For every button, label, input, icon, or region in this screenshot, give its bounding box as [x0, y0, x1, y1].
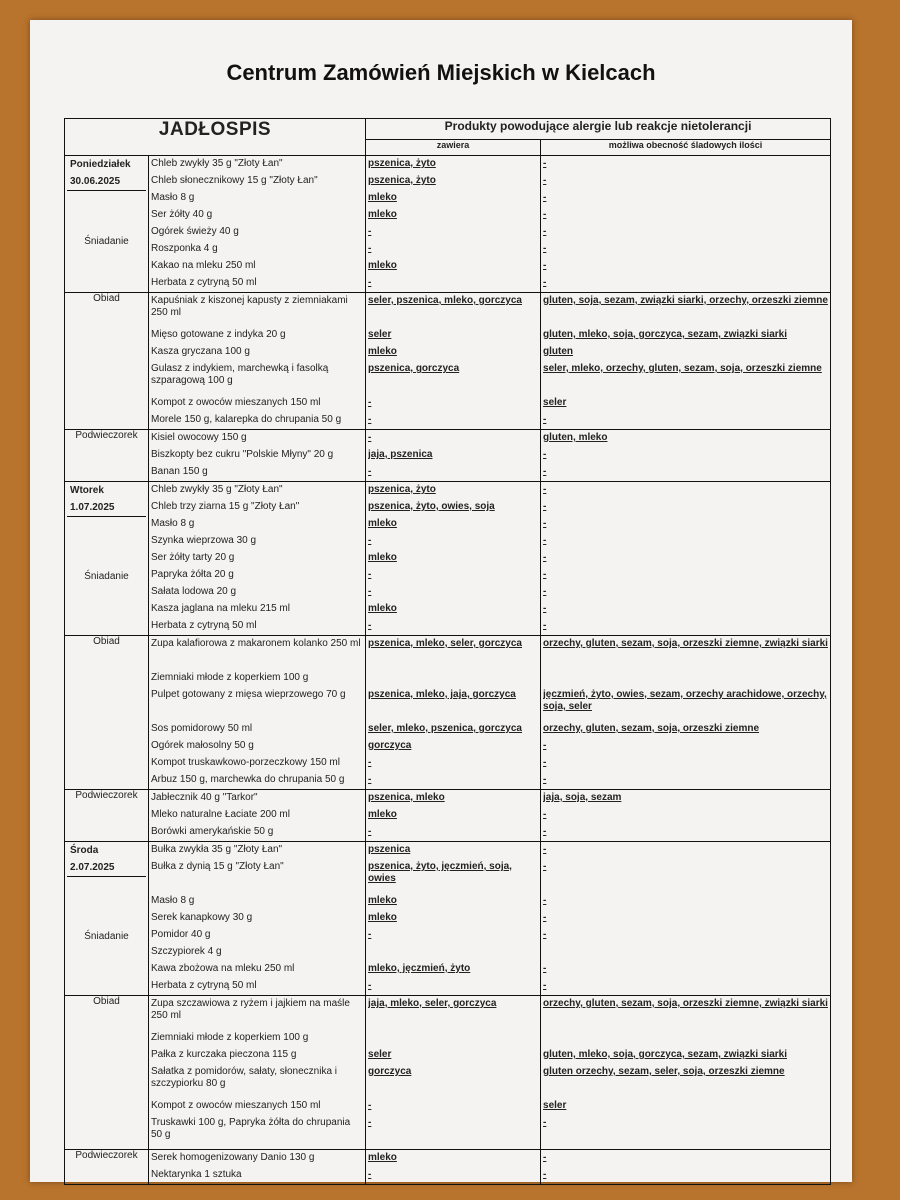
traces-value: jęczmień, żyto, owies, sezam, orzechy arachidowe, orzechy, soja, seler [543, 689, 827, 712]
contains-value: mleko [368, 912, 397, 923]
dish-name: Biszkopty bez cukru "Polskie Młyny" 20 g [151, 449, 334, 460]
dish-name: Arbuz 150 g, marchewka do chrupania 50 g [151, 774, 345, 785]
meal-row [65, 293, 831, 430]
dish-name: Borówki amerykańskie 50 g [151, 826, 274, 837]
day-cell [65, 156, 149, 293]
traces-value: - [543, 980, 547, 991]
contains-value: - [368, 1169, 372, 1180]
page-title: Centrum Zamówień Miejskich w Kielcach [226, 60, 656, 85]
traces-value: - [543, 929, 547, 940]
traces-value: seler, mleko, orzechy, gluten, sezam, soja, orzeszki ziemne [543, 363, 822, 374]
traces-value: orzechy, gluten, sezam, soja, orzeszki ziemne [543, 723, 760, 734]
dish-cell [149, 430, 366, 482]
contains-value: seler [368, 1049, 392, 1060]
dish-name: Chleb słonecznikowy 15 g "Złoty Łan" [151, 175, 318, 186]
dish-name: Chleb trzy ziarna 15 g "Złoty Łan" [151, 501, 300, 512]
day-date: 1.07.2025 [67, 499, 146, 517]
traces-value: - [543, 518, 547, 529]
traces-cell [541, 482, 831, 636]
meal-label: Podwieczorek [65, 1150, 149, 1185]
dish-name: Masło 8 g [151, 192, 195, 203]
dish-cell [149, 482, 366, 636]
traces-value: - [543, 1169, 547, 1180]
meal-row [65, 790, 831, 842]
meal-row [65, 482, 831, 636]
dish-name: Chleb zwykły 35 g "Złoty Łan" [151, 484, 283, 495]
traces-value: - [543, 569, 547, 580]
dish-name: Kawa zbożowa na mleku 250 ml [151, 963, 295, 974]
meal-row [65, 430, 831, 482]
contains-value [368, 670, 538, 687]
contains-value: pszenica, mleko, jaja, gorczyca [368, 689, 516, 700]
contains-cell [366, 1150, 541, 1185]
dish-name: Nektarynka 1 sztuka [151, 1169, 242, 1180]
traces-value: - [543, 501, 547, 512]
menu-sheet [30, 20, 852, 1182]
dish-name: Papryka żółta 20 g [151, 569, 234, 580]
traces-value: - [543, 449, 547, 460]
dish-name: Pulpet gotowany z mięsa wieprzowego 70 g [151, 689, 346, 700]
traces-value: - [543, 620, 547, 631]
dish-name: Roszponka 4 g [151, 243, 218, 254]
meal-row [65, 636, 831, 790]
meal-label: Obiad [65, 996, 149, 1150]
traces-value: orzechy, gluten, sezam, soja, orzeszki ziemne, związki siarki [543, 998, 828, 1009]
dish-name: Kisiel owocowy 150 g [151, 432, 247, 443]
dish-name: Sos pomidorowy 50 ml [151, 723, 253, 734]
traces-value: gluten, mleko [543, 432, 608, 443]
meal-label: Śniadanie [84, 570, 129, 582]
traces-value: - [543, 414, 547, 425]
dish-name: Serek homogenizowany Danio 130 g [151, 1152, 315, 1163]
dish-name: Herbata z cytryną 50 ml [151, 620, 257, 631]
dish-cell [149, 790, 366, 842]
dish-cell [149, 636, 366, 790]
contains-value: pszenica, mleko, seler, gorczyca [368, 638, 522, 649]
dish-name: Szynka wieprzowa 30 g [151, 535, 257, 546]
meal-label: Podwieczorek [65, 790, 149, 842]
contains-value: - [368, 414, 372, 425]
contains-cell [366, 996, 541, 1150]
dish-name: Kompot z owoców mieszanych 150 ml [151, 1100, 321, 1111]
traces-value: - [543, 861, 547, 872]
contains-value: gorczyca [368, 1066, 412, 1077]
dish-cell [149, 996, 366, 1150]
contains-value: mleko [368, 260, 397, 271]
contains-value: seler, pszenica, mleko, gorczyca [368, 295, 522, 306]
dish-name: Kompot truskawkowo-porzeczkowy 150 ml [151, 757, 340, 768]
contains-value: gorczyca [368, 740, 412, 751]
traces-cell [541, 156, 831, 293]
traces-value: gluten orzechy, sezam, seler, soja, orzeszki ziemne [543, 1066, 785, 1077]
traces-value: - [543, 484, 547, 495]
contains-value: mleko [368, 1152, 397, 1163]
meal-label: Obiad [65, 293, 149, 430]
contains-value: seler, mleko, pszenica, gorczyca [368, 723, 522, 734]
traces-value: - [543, 1152, 547, 1163]
meal-row [65, 842, 831, 996]
traces-value: - [543, 535, 547, 546]
dish-name: Ogórek małosolny 50 g [151, 740, 254, 751]
allergen-products-heading: Produkty powodujące alergie lub reakcje nietolerancji [366, 119, 831, 140]
meal-row [65, 1150, 831, 1185]
traces-value: - [543, 243, 547, 254]
traces-value: - [543, 209, 547, 220]
traces-cell [541, 790, 831, 842]
contains-cell [366, 482, 541, 636]
traces-value: - [543, 757, 547, 768]
dish-name: Kapuśniak z kiszonej kapusty z ziemniakami 250 ml [151, 295, 348, 318]
dish-name: Ziemniaki młode z koperkiem 100 g [151, 1032, 309, 1043]
contains-value: mleko [368, 346, 397, 357]
dish-cell [149, 293, 366, 430]
traces-value: - [543, 158, 547, 169]
contains-cell [366, 430, 541, 482]
contains-cell [366, 842, 541, 996]
dish-name: Zupa kalafiorowa z makaronem kolanko 250 ml [151, 638, 361, 649]
contains-value: jaja, mleko, seler, gorczyca [368, 998, 497, 1009]
traces-value: - [543, 809, 547, 820]
traces-value: - [543, 774, 547, 785]
traces-value: - [543, 895, 547, 906]
contains-value: mleko, jęczmień, żyto [368, 963, 471, 974]
dish-cell [149, 842, 366, 996]
contains-value: - [368, 243, 372, 254]
dish-name: Chleb zwykły 35 g "Złoty Łan" [151, 158, 283, 169]
dish-name: Jabłecznik 40 g "Tarkor" [151, 792, 258, 803]
dish-name: Bułka z dynią 15 g "Złoty Łan" [151, 861, 284, 872]
traces-value: gluten, mleko, soja, gorczyca, sezam, związki siarki [543, 329, 788, 340]
dish-name: Banan 150 g [151, 466, 208, 477]
traces-value: - [543, 466, 547, 477]
meal-label: Śniadanie [84, 930, 129, 942]
dish-name: Kakao na mleku 250 ml [151, 260, 256, 271]
contains-value: mleko [368, 895, 397, 906]
contains-value: jaja, pszenica [368, 449, 433, 460]
traces-value: seler [543, 397, 567, 408]
contains-value: - [368, 466, 372, 477]
dish-name: Pałka z kurczaka pieczona 115 g [151, 1049, 297, 1060]
contains-value: pszenica, żyto, owies, soja [368, 501, 495, 512]
contains-value: mleko [368, 552, 397, 563]
contains-value: - [368, 277, 372, 288]
traces-value: - [543, 586, 547, 597]
contains-value: - [368, 980, 372, 991]
meal-label: Podwieczorek [65, 430, 149, 482]
contains-cell [366, 790, 541, 842]
contains-value: pszenica, żyto [368, 484, 436, 495]
contains-cell [366, 156, 541, 293]
traces-cell [541, 1150, 831, 1185]
contains-cell [366, 293, 541, 430]
contains-cell [366, 636, 541, 790]
dish-name: Ser żółty tarty 20 g [151, 552, 235, 563]
dish-name: Morele 150 g, kalarepka do chrupania 50 g [151, 414, 342, 425]
dish-name: Kasza jaglana na mleku 215 ml [151, 603, 290, 614]
dish-name: Kasza gryczana 100 g [151, 346, 250, 357]
traces-value: - [543, 603, 547, 614]
dish-name: Masło 8 g [151, 518, 195, 529]
meal-label: Obiad [65, 636, 149, 790]
traces-value: - [543, 552, 547, 563]
contains-value: - [368, 757, 372, 768]
traces-value [543, 944, 828, 961]
contains-value: pszenica, gorczyca [368, 363, 460, 374]
dish-name: Serek kanapkowy 30 g [151, 912, 253, 923]
dish-name: Sałatka z pomidorów, sałaty, słonecznika i szczypiorku 80 g [151, 1066, 338, 1089]
contains-value: - [368, 226, 372, 237]
dish-name: Zupa szczawiowa z ryżem i jajkiem na maśle 250 ml [151, 998, 350, 1021]
dish-cell [149, 156, 366, 293]
dish-name: Ser żółty 40 g [151, 209, 213, 220]
dish-cell [149, 1150, 366, 1185]
dish-name: Gulasz z indykiem, marchewką i fasolką szparagową 100 g [151, 363, 329, 386]
contains-value: seler [368, 329, 392, 340]
traces-cell [541, 636, 831, 790]
day-name: Wtorek [70, 485, 104, 496]
traces-cell [541, 293, 831, 430]
dish-name: Truskawki 100 g, Papryka żółta do chrupania 50 g [151, 1117, 351, 1140]
traces-value: - [543, 277, 547, 288]
contains-value: - [368, 620, 372, 631]
contains-value: mleko [368, 603, 397, 614]
dish-name: Masło 8 g [151, 895, 195, 906]
contains-column-header: zawiera [366, 139, 541, 155]
day-cell [65, 482, 149, 636]
contains-value: - [368, 535, 372, 546]
traces-value: - [543, 226, 547, 237]
menu-body [65, 156, 831, 1185]
traces-cell [541, 842, 831, 996]
traces-value: jaja, soja, sezam [543, 792, 622, 803]
traces-cell [541, 996, 831, 1150]
traces-value: - [543, 844, 547, 855]
contains-value: mleko [368, 518, 397, 529]
traces-value: - [543, 192, 547, 203]
dish-name: Szczypiorek 4 g [151, 946, 222, 957]
contains-value: pszenica, żyto [368, 158, 436, 169]
meal-row [65, 996, 831, 1150]
contains-value: - [368, 397, 372, 408]
contains-value: mleko [368, 192, 397, 203]
contains-value [368, 1030, 538, 1047]
contains-value: - [368, 586, 372, 597]
menu-table [64, 118, 831, 1185]
traces-cell [541, 430, 831, 482]
day-cell [65, 842, 149, 996]
traces-value: orzechy, gluten, sezam, soja, orzeszki ziemne, związki siarki [543, 638, 828, 649]
contains-value: mleko [368, 209, 397, 220]
dish-name: Mleko naturalne Łaciate 200 ml [151, 809, 290, 820]
contains-value: - [368, 929, 372, 940]
meal-row [65, 156, 831, 293]
traces-column-header: możliwa obecność śladowych ilości [541, 139, 831, 155]
dish-name: Sałata lodowa 20 g [151, 586, 237, 597]
menu-heading: JADŁOSPIS [65, 119, 366, 156]
day-date: 2.07.2025 [67, 859, 146, 877]
contains-value: - [368, 1100, 372, 1111]
contains-value: pszenica, żyto [368, 175, 436, 186]
contains-value: pszenica, żyto, jęczmień, soja, owies [368, 861, 512, 884]
traces-value: - [543, 1117, 547, 1128]
traces-value: - [543, 826, 547, 837]
traces-value: - [543, 740, 547, 751]
dish-name: Herbata z cytryną 50 ml [151, 980, 257, 991]
traces-value: gluten [543, 346, 574, 357]
contains-value: - [368, 569, 372, 580]
contains-value: - [368, 432, 372, 443]
traces-value: - [543, 175, 547, 186]
contains-value [368, 944, 538, 961]
traces-value: - [543, 963, 547, 974]
traces-value: - [543, 260, 547, 271]
traces-value: - [543, 912, 547, 923]
contains-value: - [368, 774, 372, 785]
dish-name: Herbata z cytryną 50 ml [151, 277, 257, 288]
day-name: Poniedziałek [70, 159, 131, 170]
dish-name: Ogórek świeży 40 g [151, 226, 239, 237]
contains-value: pszenica [368, 844, 411, 855]
dish-name: Kompot z owoców mieszanych 150 ml [151, 397, 321, 408]
day-name: Środa [70, 845, 99, 856]
day-date: 30.06.2025 [67, 173, 146, 191]
contains-value: - [368, 1117, 372, 1128]
dish-name: Bułka zwykła 35 g "Złoty Łan" [151, 844, 283, 855]
traces-value [543, 1030, 828, 1047]
contains-value: mleko [368, 809, 397, 820]
dish-name: Mięso gotowane z indyka 20 g [151, 329, 286, 340]
meal-label: Śniadanie [84, 236, 129, 247]
traces-value [543, 670, 828, 687]
dish-name: Pomidor 40 g [151, 929, 211, 940]
contains-value: pszenica, mleko [368, 792, 445, 803]
traces-value: gluten, mleko, soja, gorczyca, sezam, związki siarki [543, 1049, 788, 1060]
contains-value: - [368, 826, 372, 837]
traces-value: seler [543, 1100, 567, 1111]
traces-value: gluten, soja, sezam, związki siarki, orzechy, orzeszki ziemne [543, 295, 828, 306]
dish-name: Ziemniaki młode z koperkiem 100 g [151, 672, 309, 683]
